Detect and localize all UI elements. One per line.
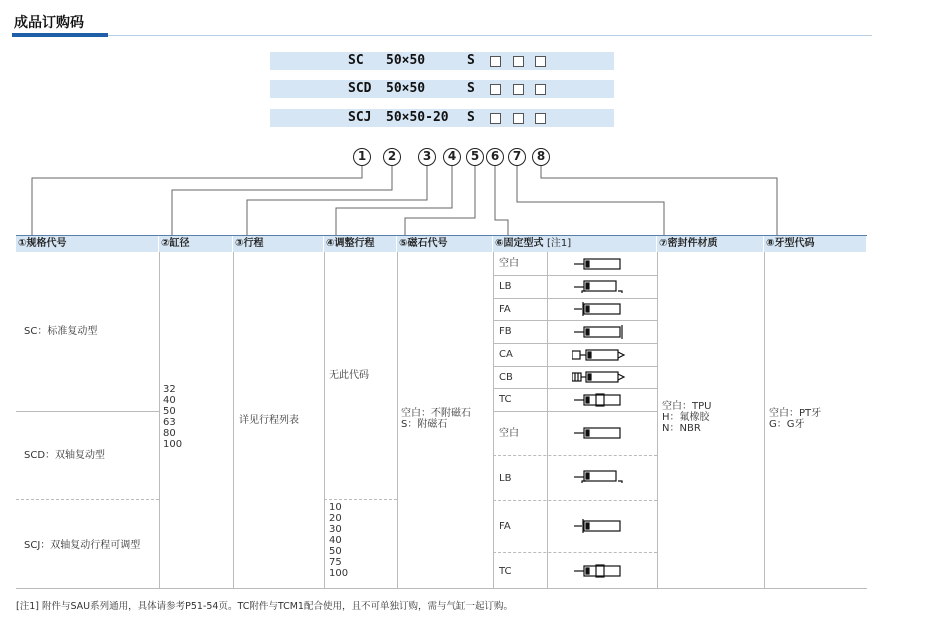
- cylinder-drawing-cb: [572, 370, 632, 384]
- bore-code: 50×50: [386, 53, 426, 68]
- seal-options: 空白：TPU H：氟橡胶 N：NBR: [662, 401, 712, 434]
- grid-line: [324, 252, 325, 588]
- mount-code: TC: [499, 394, 512, 405]
- section-title: 成品订购码: [14, 15, 84, 31]
- header-mount-note: [注1]: [546, 238, 572, 249]
- grid-line: [547, 252, 548, 588]
- cylinder-drawing-double-lb: [572, 470, 632, 484]
- header-magnet: ⑤磁石代号: [397, 236, 493, 252]
- grid-dashed-line: [324, 499, 397, 500]
- cylinder-drawing-double-tc: [572, 564, 632, 578]
- mount-code: 空白: [499, 428, 519, 439]
- bore-list: 32 40 50 63 80 100: [163, 384, 183, 450]
- magnet-code: S: [467, 110, 475, 125]
- header-mount-label: ⑥固定型式: [495, 238, 544, 249]
- thread-options: 空白：PT牙 G：G牙: [769, 408, 822, 430]
- bore-code: 50×50-20: [386, 110, 449, 125]
- spec-code-scj: SCJ：双轴复动行程可调型: [24, 540, 141, 551]
- cylinder-drawing-double-fa: [572, 519, 632, 533]
- mount-code: FB: [499, 326, 512, 337]
- header-bore: ②缸径: [159, 236, 233, 252]
- cylinder-drawing-lb: [572, 280, 632, 294]
- grid-line: [397, 252, 398, 588]
- mount-code: LB: [499, 473, 512, 484]
- mount-code: CB: [499, 372, 513, 383]
- header-adjust-stroke: ④调整行程: [324, 236, 397, 252]
- grid-dashed-line: [16, 499, 159, 500]
- grid-line: [159, 252, 160, 588]
- header-spec-code: ①规格代号: [16, 236, 159, 252]
- callout-6: 6: [486, 148, 504, 166]
- callout-7: 7: [508, 148, 526, 166]
- grid-line: [493, 366, 657, 367]
- mount-code: TC: [499, 566, 512, 577]
- cylinder-drawing-fa: [572, 302, 632, 316]
- grid-line: [657, 252, 658, 588]
- callout-8: 8: [532, 148, 550, 166]
- mount-code: 空白: [499, 258, 519, 269]
- grid-dashed-line: [493, 552, 657, 553]
- cylinder-drawing-ca: [572, 348, 632, 362]
- mount-code: LB: [499, 281, 512, 292]
- header-seal: ⑦密封件材质: [657, 236, 764, 252]
- bore-code: 50×50: [386, 81, 426, 96]
- callout-4: 4: [443, 148, 461, 166]
- model-code: SC: [348, 53, 364, 68]
- header-thread: ⑧牙型代码: [764, 236, 867, 252]
- grid-line: [493, 343, 657, 344]
- grid-line: [493, 411, 657, 412]
- model-code: SCD: [348, 81, 372, 96]
- stroke-value: 详见行程列表: [239, 415, 299, 426]
- grid-line: [233, 252, 234, 588]
- grid-line: [493, 320, 657, 321]
- magnet-code: S: [467, 81, 475, 96]
- mount-code: FA: [499, 521, 511, 532]
- table-bottom-border: [16, 588, 867, 589]
- header-stroke: ③行程: [233, 236, 324, 252]
- grid-dashed-line: [493, 500, 657, 501]
- callout-5: 5: [466, 148, 484, 166]
- cylinder-drawing-tc: [572, 393, 632, 407]
- grid-line: [493, 298, 657, 299]
- adjust-list: 10 20 30 40 50 75 100: [329, 502, 349, 579]
- adjust-none: 无此代码: [329, 370, 369, 381]
- callout-2: 2: [383, 148, 401, 166]
- grid-line: [16, 411, 159, 412]
- spec-code-sc: SC：标准复动型: [24, 326, 98, 337]
- grid-line: [493, 388, 657, 389]
- spec-code-scd: SCD：双轴复动型: [24, 450, 106, 461]
- grid-line: [493, 275, 657, 276]
- magnet-options: 空白：不附磁石 S：附磁石: [401, 408, 471, 430]
- mount-code: CA: [499, 349, 513, 360]
- cylinder-drawing-double-blank: [572, 426, 632, 440]
- magnet-code: S: [467, 53, 475, 68]
- grid-line: [764, 252, 765, 588]
- cylinder-drawing-blank: [572, 257, 632, 271]
- callout-3: 3: [418, 148, 436, 166]
- cylinder-drawing-fb: [572, 325, 632, 339]
- header-mount-type: [493, 236, 657, 252]
- footnote: [注1] 附件与SAU系列通用，具体请参考P51-54页。TC附件与TCM1配合使用，且不可单独订购，需与气缸一起订购。: [16, 601, 513, 612]
- mount-code: FA: [499, 304, 511, 315]
- grid-line: [493, 252, 494, 588]
- model-code: SCJ: [348, 110, 372, 125]
- callout-1: 1: [353, 148, 371, 166]
- grid-dashed-line: [493, 455, 657, 456]
